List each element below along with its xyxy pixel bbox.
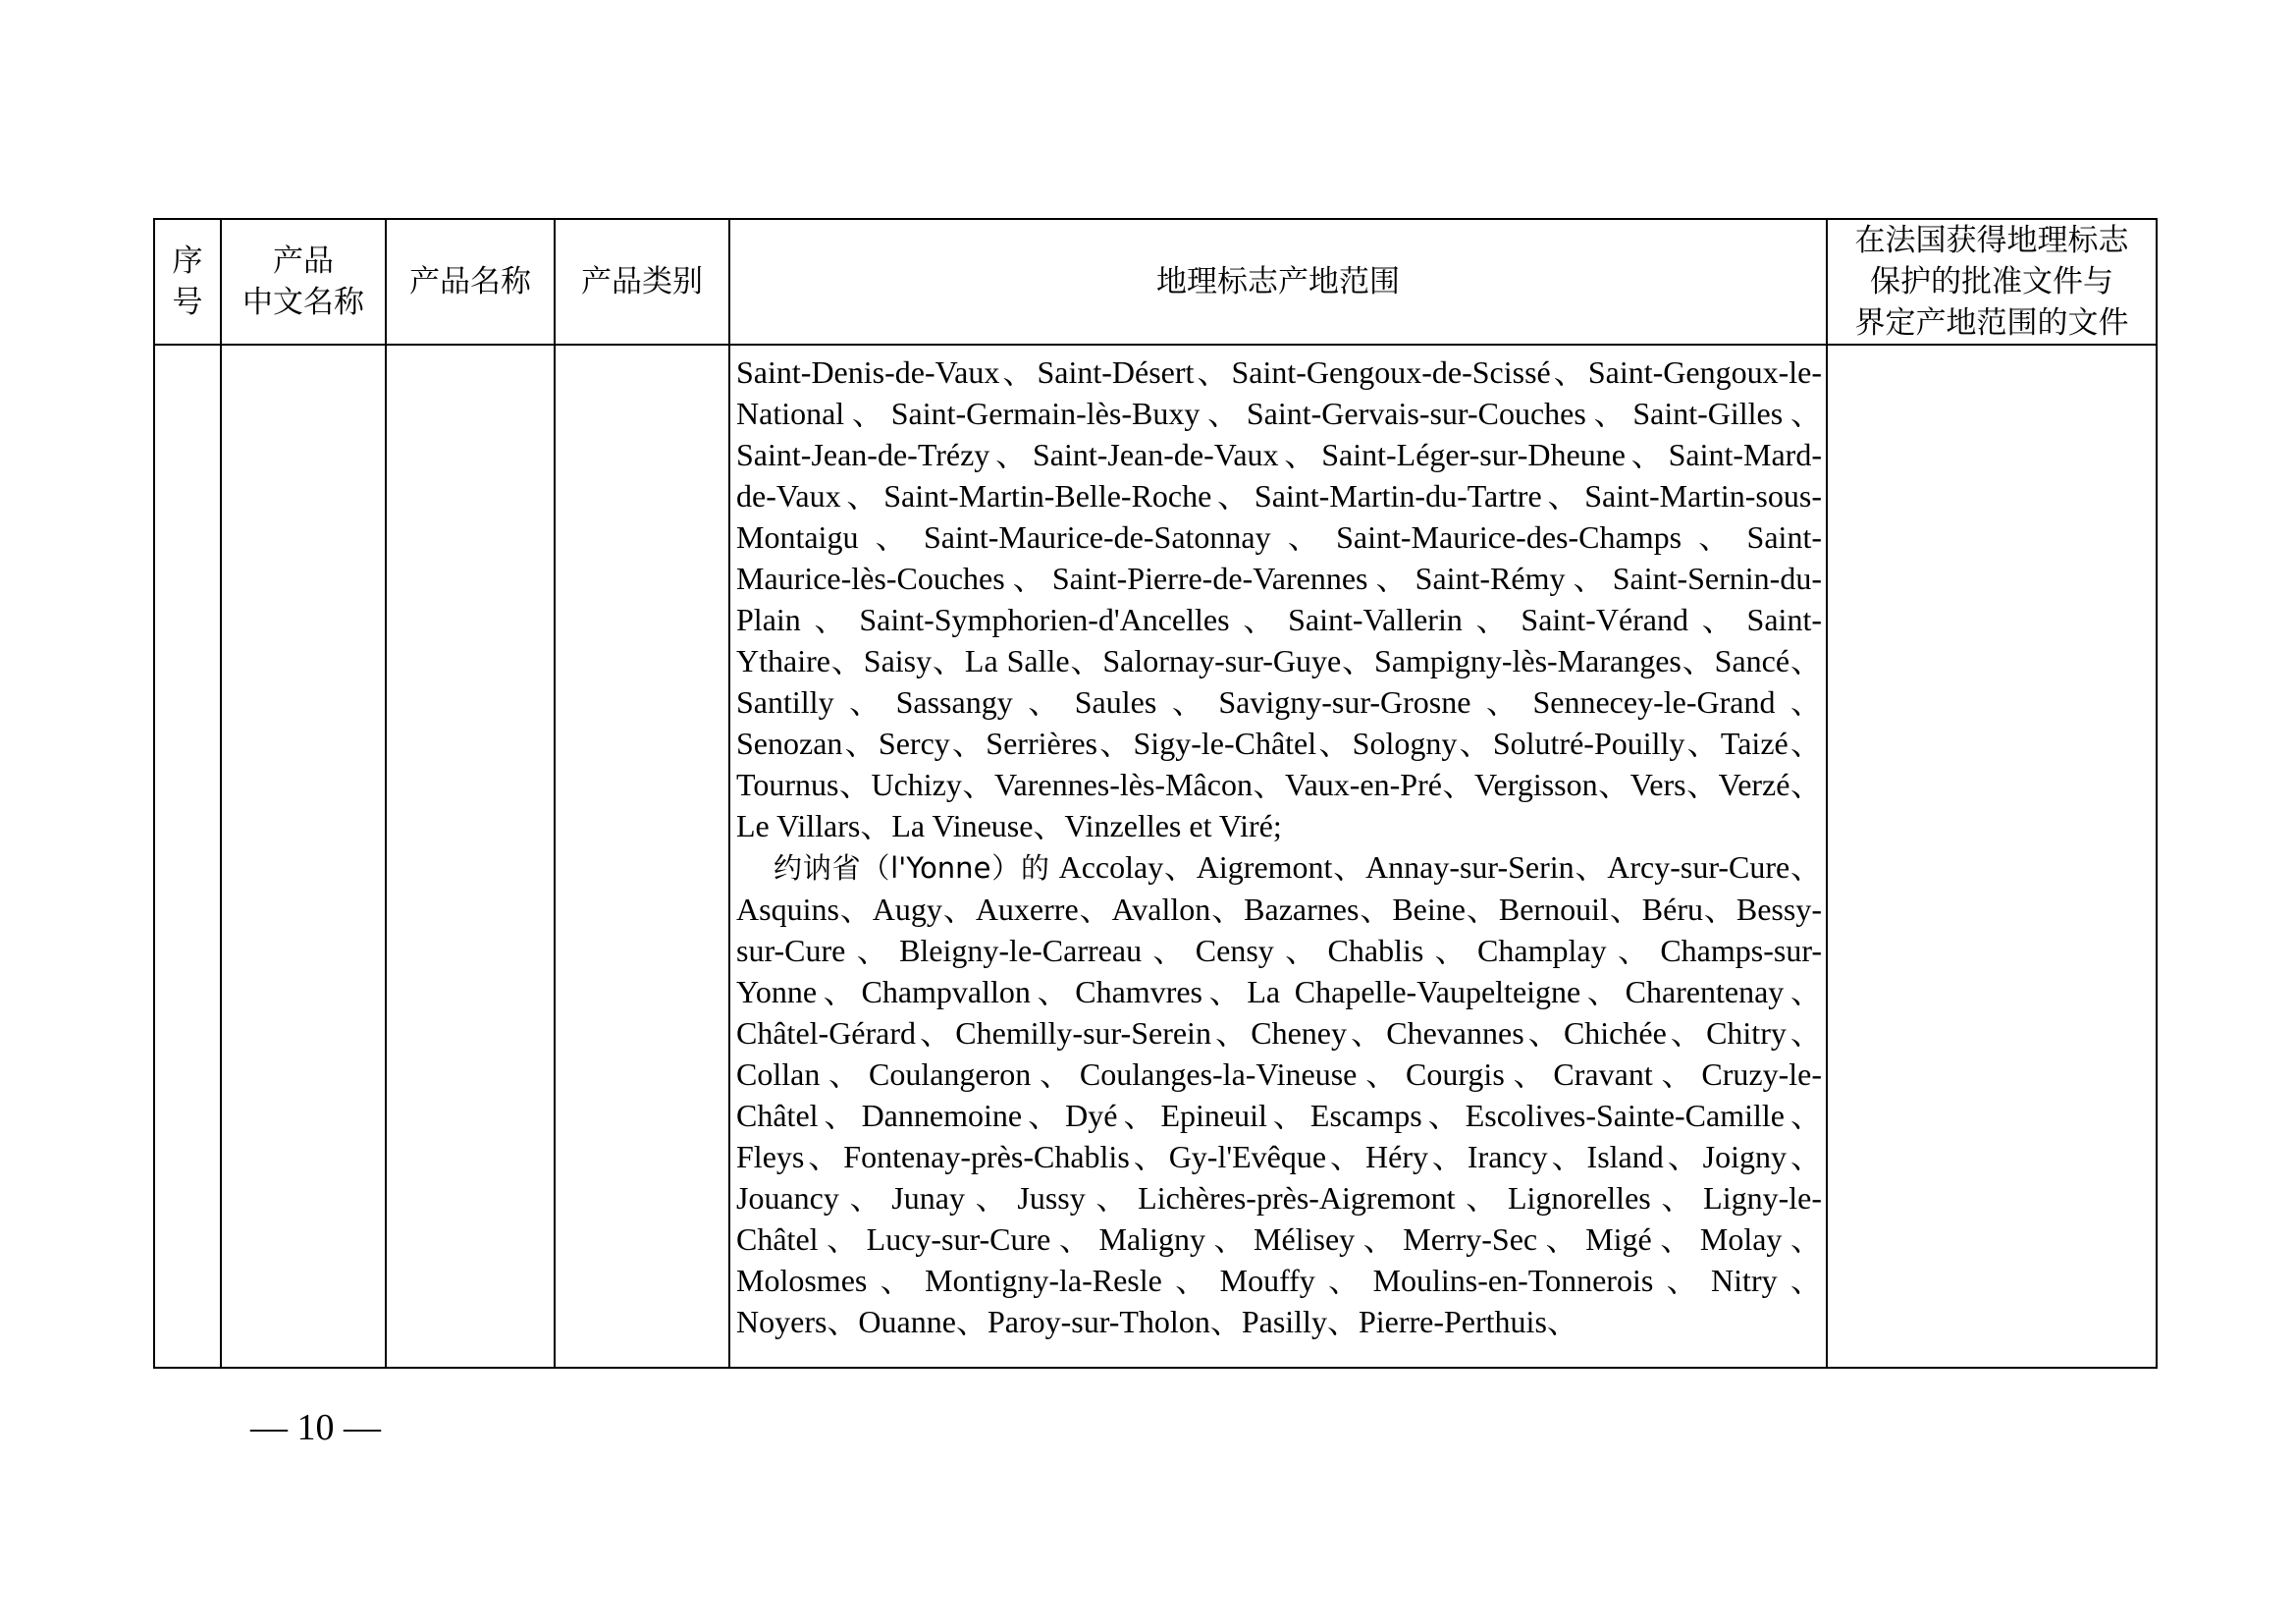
cell-category <box>555 345 729 1368</box>
header-name: 产品名称 <box>386 219 555 345</box>
header-cn-name: 产品 中文名称 <box>221 219 386 345</box>
header-category: 产品类别 <box>555 219 729 345</box>
region-paragraph-2-body: Accolay、Aigremont、Annay-sur-Serin、Arcy-sur-Cure、Asquins、Augy、Auxerre、Avallon、Bazarnes、Beine、Bernouil、Béru、Bessy-sur-Cure、Bleigny-le-Carreau、Censy、Chablis、Champlay、Champs-sur-Yonne、Champvallon、Chamvres、La Chapelle-Vaupelteigne、Charentenay、Châtel-Gérard、Chemilly-sur-Serein、Cheney、Chevannes、Chichée、Chitry、Collan、Coulangeron、Coulanges-la-Vineuse、Courgis、Cravant、Cruzy-le-Châtel、Dannemoine、Dyé、Epineuil、Escamps、Escolives-Sainte-Camille、Fleys、Fontenay-près-Chablis、Gy-l'Evêque、Héry、Irancy、Island、Joigny、Jouancy、Junay、Jussy、Lichères-près-Aigremont、Lignorelles、Ligny-le-Châtel、Lucy-sur-Cure、Maligny、Mélisey、Merry-Sec、Migé、Molay、Molosmes、Montigny-la-Resle、Mouffy、Moulins-en-Tonnerois、Nitry、Noyers、Ouanne、Paroy-sur-Tholon、Pasilly、Pierre-Perthuis、 <box>736 849 1822 1339</box>
cell-docs <box>1827 345 2157 1368</box>
header-region: 地理标志产地范围 <box>729 219 1827 345</box>
cell-name <box>386 345 555 1368</box>
region-paragraph-2-prefix: 约讷省（l'Yonne）的 <box>774 851 1050 885</box>
region-paragraph-1: Saint-Denis-de-Vaux、Saint-Désert、Saint-Gengoux-de-Scissé、Saint-Gengoux-le-National、Saint-Germain-lès-Buxy、Saint-Gervais-sur-Couches、Saint-Gilles、Saint-Jean-de-Trézy、Saint-Jean-de-Vaux、Saint-Léger-sur-Dheune、Saint-Mard-de-Vaux、Saint-Martin-Belle-Roche、Saint-Martin-du-Tartre、Saint-Martin-sous-Montaigu、Saint-Maurice-de-Satonnay、Saint-Maurice-des-Champs、Saint-Maurice-lès-Couches、Saint-Pierre-de-Varennes、Saint-Rémy、Saint-Sernin-du-Plain、Saint-Symphorien-d'Ancelles、Saint-Vallerin、Saint-Vérand、Saint-Ythaire、Saisy、La Salle、Salornay-sur-Guye、Sampigny-lès-Maranges、Sancé、Santilly、Sassangy、Saules、Savigny-sur-Grosne、Sennecey-le-Grand、Senozan、Sercy、Serrières、Sigy-le-Châtel、Sologny、Solutré-Pouilly、Taizé、Tournus、Uchizy、Varennes-lès-Mâcon、Vaux-en-Pré、Vergisson、Vers、Verzé、Le Villars、La Vineuse、Vinzelles et Viré; <box>736 354 1822 843</box>
page-number: — 10 — <box>250 1407 381 1448</box>
table-header-row <box>154 219 2157 345</box>
table-row <box>154 345 2157 1368</box>
gi-table <box>153 218 2158 1369</box>
header-docs: 在法国获得地理标志 保护的批准文件与 界定产地范围的文件 <box>1827 219 2157 345</box>
region-text <box>730 346 1826 1342</box>
cell-seq <box>154 345 221 1368</box>
header-seq: 序 号 <box>154 219 221 345</box>
region-paragraph-2 <box>736 846 1822 1342</box>
cell-region <box>729 345 1827 1368</box>
cell-cn-name <box>221 345 386 1368</box>
